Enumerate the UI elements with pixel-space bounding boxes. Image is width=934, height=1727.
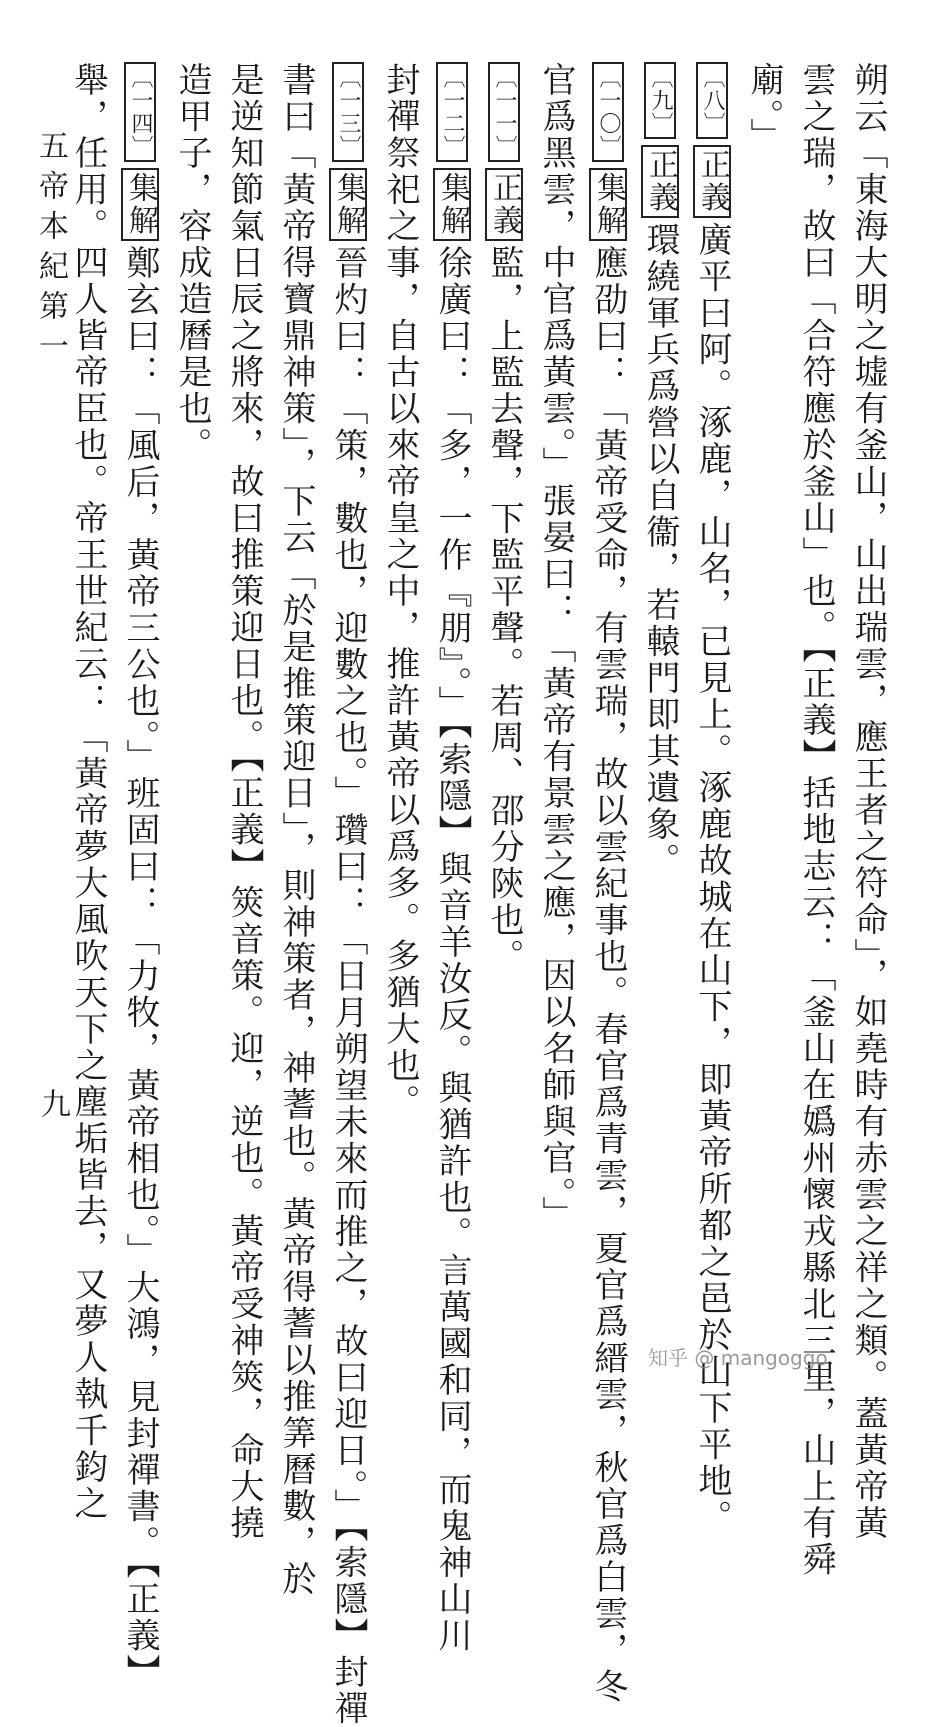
column-text: 官爲黑雲，中官爲黃雲。」張晏曰：「黃帝有景雲之應，因以名師與官。」: [536, 62, 576, 1233]
commentary-tag: 集解: [433, 168, 471, 241]
note-number: 〔一〇〕: [592, 62, 624, 162]
commentary-tag: 集解: [329, 168, 367, 241]
text-column: [738, 62, 790, 1362]
column-text: 雲之瑞，故曰「合符應於釜山」也。【正義】括地志云：「釜山在嬀州懷戎縣北三里，山上有舜: [796, 62, 836, 1578]
column-text: 應劭曰：「黃帝受命，有雲瑞，故以雲紀事也。春官爲青雲，夏官爲縉雲，秋官爲白雲，冬: [588, 245, 628, 1705]
text-column: [842, 62, 894, 1542]
column-text: 是逆知節氣日辰之將來，故曰推策迎日也。【正義】筴音策。迎，逆也。黃帝受神筴，命大撓: [224, 62, 264, 1542]
text-column: [478, 62, 530, 1362]
note-number: 〔一二〕: [436, 62, 468, 162]
column-text: 徐廣曰：「多，一作『朋』。」【索隱】與音羊汝反。與猶許也。言萬國和同，而鬼神山川: [432, 245, 472, 1654]
column-text: 環繞軍兵爲營以自衞，若轅門即其遺象。: [640, 222, 680, 879]
column-text: 封禪祭祀之事，自古以來帝皇之中，推許黃帝以爲多。多猶大也。: [380, 62, 420, 1121]
column-text: 舉，任用。四人皆帝臣也。帝王世紀云：「黃帝夢大風吹天下之塵垢皆去，又夢人執千鈞之: [68, 62, 108, 1522]
text-column: [582, 62, 634, 1705]
text-column: [790, 62, 842, 1578]
commentary-tag: 正義: [641, 145, 679, 218]
watermark: 知乎 @ mangoggo: [648, 1346, 828, 1370]
text-column: [114, 62, 166, 1691]
commentary-tag: 集解: [589, 168, 627, 241]
column-text: 鄭玄曰：「風后，黃帝三公也。」班固曰：「力牧，黃帝相也。」大鴻，見封禪書。【正義】: [120, 245, 160, 1691]
column-text: 朔云「東海大明之墟有釜山，山出瑞雲，應王者之符命」，如堯時有赤雲之祥之類。蓋黃帝黃: [848, 62, 888, 1542]
text-column: [166, 62, 218, 1362]
note-number: 〔一四〕: [124, 62, 156, 162]
text-column: [426, 62, 478, 1654]
text-column: [322, 62, 374, 1727]
note-number: 〔一三〕: [332, 62, 364, 162]
commentary-tag: 集解: [121, 168, 159, 241]
column-text: 廣平曰阿。涿鹿，山名，已見上。涿鹿故城在山下，即黃帝所都之邑於山下平地。: [692, 222, 732, 1536]
column-text: 監，上監去聲，下監平聲。若周、邵分陝也。: [484, 245, 524, 975]
page-number: 九: [35, 1088, 70, 1118]
commentary-tag: 正義: [693, 145, 731, 218]
commentary-tag: 正義: [485, 168, 523, 241]
column-text: 造甲子，容成造曆是也。: [172, 62, 212, 464]
text-column: [530, 62, 582, 1362]
text-column: [634, 62, 686, 1362]
column-text: 廟。」: [744, 62, 784, 155]
note-number: 〔八〕: [696, 62, 728, 139]
text-column: [686, 62, 738, 1536]
column-text: 書曰「黃帝得寶鼎神策」，下云「於是推策迎日」，則神策者，神蓍也。黃帝得蓍以推筭曆數，於: [276, 62, 316, 1598]
running-head: 五帝本紀第一: [33, 130, 68, 370]
note-number: 〔一一〕: [488, 62, 520, 162]
annotation-text-block: [62, 62, 894, 1727]
text-column: [218, 62, 270, 1542]
column-text: 晉灼曰：「策，數也，迎數之也。」瓚曰：「日月朔望未來而推之，故曰迎日。」【索隱】封禪: [328, 245, 368, 1727]
text-column: [270, 62, 322, 1598]
note-number: 〔九〕: [644, 62, 676, 139]
text-column: [374, 62, 426, 1362]
